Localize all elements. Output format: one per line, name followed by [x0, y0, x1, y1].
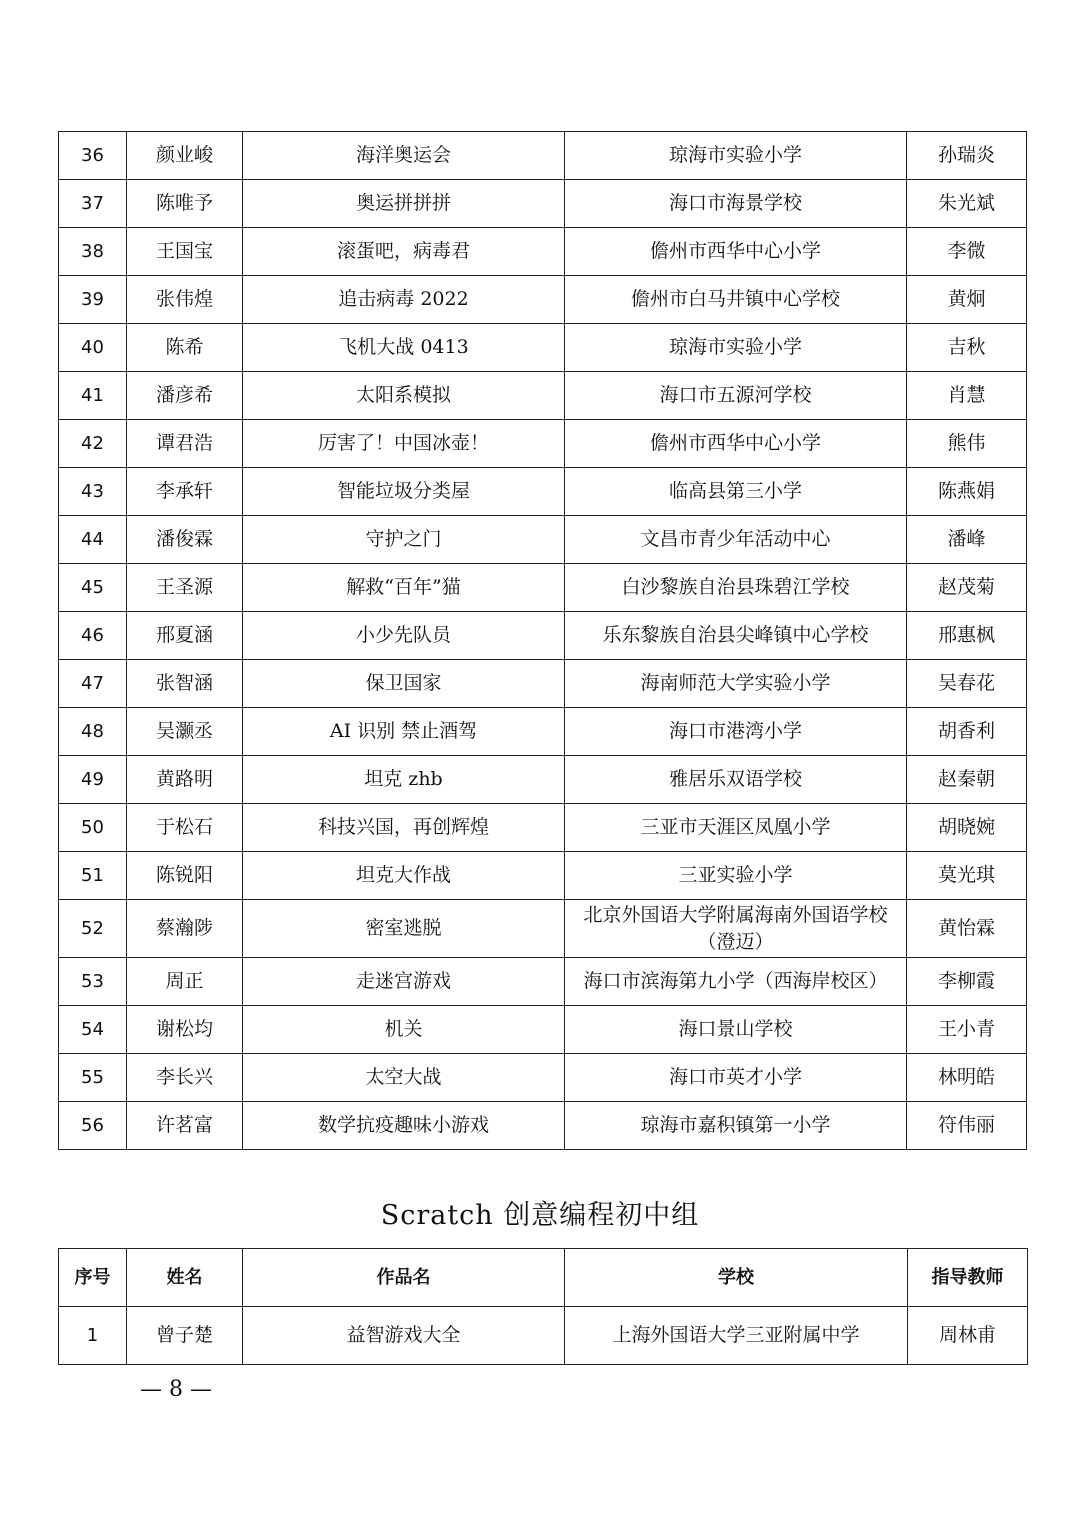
cell-teacher: 黄怡霖 — [907, 900, 1027, 958]
header-school: 学校 — [565, 1249, 908, 1307]
cell-school: 儋州市西华中心小学 — [565, 420, 907, 468]
cell-school: 白沙黎族自治县珠碧江学校 — [565, 564, 907, 612]
cell-teacher: 邢惠枫 — [907, 612, 1027, 660]
cell-work: 解救“百年”猫 — [243, 564, 565, 612]
cell-name: 王圣源 — [127, 564, 243, 612]
cell-school: 儋州市西华中心小学 — [565, 228, 907, 276]
cell-name: 许茗富 — [127, 1102, 243, 1150]
cell-teacher: 符伟丽 — [907, 1102, 1027, 1150]
cell-name: 蔡瀚陟 — [127, 900, 243, 958]
cell-school: 三亚实验小学 — [565, 852, 907, 900]
cell-no: 1 — [59, 1307, 127, 1365]
table-row — [59, 612, 1027, 660]
cell-teacher: 黄炯 — [907, 276, 1027, 324]
cell-work: 厉害了！中国冰壶！ — [243, 420, 565, 468]
cell-teacher: 潘峰 — [907, 516, 1027, 564]
cell-teacher: 孙瑞炎 — [907, 132, 1027, 180]
table-row — [59, 1102, 1027, 1150]
table-row — [59, 180, 1027, 228]
cell-work: 机关 — [243, 1006, 565, 1054]
cell-school: 文昌市青少年活动中心 — [565, 516, 907, 564]
cell-name: 谭君浩 — [127, 420, 243, 468]
cell-teacher: 周林甫 — [908, 1307, 1028, 1365]
table-row — [59, 564, 1027, 612]
cell-work: 科技兴国，再创辉煌 — [243, 804, 565, 852]
cell-name: 邢夏涵 — [127, 612, 243, 660]
cell-name: 李长兴 — [127, 1054, 243, 1102]
award-table-junior-high — [58, 1248, 1028, 1365]
cell-work: 小少先队员 — [243, 612, 565, 660]
cell-no: 44 — [59, 516, 127, 564]
section-title: Scratch 创意编程初中组 — [380, 1200, 700, 1231]
cell-no: 42 — [59, 420, 127, 468]
cell-school: 三亚市天涯区凤凰小学 — [565, 804, 907, 852]
table-row — [59, 1006, 1027, 1054]
cell-no: 54 — [59, 1006, 127, 1054]
cell-no: 38 — [59, 228, 127, 276]
cell-teacher: 吴春花 — [907, 660, 1027, 708]
cell-teacher: 熊伟 — [907, 420, 1027, 468]
cell-school: 海口市海景学校 — [565, 180, 907, 228]
award-table-body — [59, 1307, 1028, 1365]
table-row — [59, 372, 1027, 420]
cell-school: 雅居乐双语学校 — [565, 756, 907, 804]
cell-teacher: 吉秋 — [907, 324, 1027, 372]
cell-school: 海口市英才小学 — [565, 1054, 907, 1102]
cell-work: 追击病毒 2022 — [243, 276, 565, 324]
cell-teacher: 李柳霞 — [907, 958, 1027, 1006]
cell-name: 王国宝 — [127, 228, 243, 276]
cell-name: 潘俊霖 — [127, 516, 243, 564]
cell-no: 39 — [59, 276, 127, 324]
cell-teacher: 朱光斌 — [907, 180, 1027, 228]
cell-work: 智能垃圾分类屋 — [243, 468, 565, 516]
cell-teacher: 肖慧 — [907, 372, 1027, 420]
table-row — [59, 852, 1027, 900]
table-row — [59, 660, 1027, 708]
cell-work: 保卫国家 — [243, 660, 565, 708]
cell-no: 55 — [59, 1054, 127, 1102]
cell-name: 陈希 — [127, 324, 243, 372]
cell-name: 吴灏丞 — [127, 708, 243, 756]
cell-school: 儋州市白马井镇中心学校 — [565, 276, 907, 324]
cell-no: 53 — [59, 958, 127, 1006]
cell-no: 49 — [59, 756, 127, 804]
table-row — [59, 420, 1027, 468]
cell-school: 临高县第三小学 — [565, 468, 907, 516]
cell-work: 太阳系模拟 — [243, 372, 565, 420]
table-row — [59, 276, 1027, 324]
header-work: 作品名 — [243, 1249, 565, 1307]
award-table-primary — [58, 131, 1027, 1150]
cell-no: 56 — [59, 1102, 127, 1150]
cell-no: 51 — [59, 852, 127, 900]
table-header-row — [59, 1249, 1028, 1307]
table-row — [59, 468, 1027, 516]
cell-name: 谢松均 — [127, 1006, 243, 1054]
cell-teacher: 李微 — [907, 228, 1027, 276]
cell-no: 48 — [59, 708, 127, 756]
table-row — [59, 958, 1027, 1006]
cell-school: 上海外国语大学三亚附属中学 — [565, 1307, 908, 1365]
cell-name: 曾子楚 — [127, 1307, 243, 1365]
cell-no: 41 — [59, 372, 127, 420]
cell-name: 潘彦希 — [127, 372, 243, 420]
cell-work: 坦克大作战 — [243, 852, 565, 900]
table-row — [59, 324, 1027, 372]
cell-work: 密室逃脱 — [243, 900, 565, 958]
cell-work: 坦克 zhb — [243, 756, 565, 804]
cell-teacher: 赵茂菊 — [907, 564, 1027, 612]
cell-name: 张智涵 — [127, 660, 243, 708]
cell-work: AI 识别 禁止酒驾 — [243, 708, 565, 756]
cell-no: 40 — [59, 324, 127, 372]
header-name: 姓名 — [127, 1249, 243, 1307]
table-row — [59, 132, 1027, 180]
cell-teacher: 王小青 — [907, 1006, 1027, 1054]
cell-teacher: 陈燕娟 — [907, 468, 1027, 516]
cell-teacher: 胡香利 — [907, 708, 1027, 756]
header-teacher: 指导教师 — [908, 1249, 1028, 1307]
cell-name: 颜业峻 — [127, 132, 243, 180]
table-row — [59, 1054, 1027, 1102]
cell-name: 于松石 — [127, 804, 243, 852]
cell-school: 海口景山学校 — [565, 1006, 907, 1054]
table-row — [59, 804, 1027, 852]
page-number: — 8 — — [140, 1377, 212, 1402]
cell-name: 陈锐阳 — [127, 852, 243, 900]
cell-teacher: 林明皓 — [907, 1054, 1027, 1102]
cell-no: 52 — [59, 900, 127, 958]
cell-school: 海口市港湾小学 — [565, 708, 907, 756]
cell-no: 50 — [59, 804, 127, 852]
cell-work: 海洋奥运会 — [243, 132, 565, 180]
cell-work: 数学抗疫趣味小游戏 — [243, 1102, 565, 1150]
cell-school: 琼海市嘉积镇第一小学 — [565, 1102, 907, 1150]
cell-no: 36 — [59, 132, 127, 180]
table-row — [59, 516, 1027, 564]
cell-school: 琼海市实验小学 — [565, 132, 907, 180]
table-row — [59, 708, 1027, 756]
cell-no: 46 — [59, 612, 127, 660]
cell-school: 琼海市实验小学 — [565, 324, 907, 372]
table-row — [59, 228, 1027, 276]
cell-work: 走迷宫游戏 — [243, 958, 565, 1006]
cell-work: 滚蛋吧，病毒君 — [243, 228, 565, 276]
cell-work: 飞机大战 0413 — [243, 324, 565, 372]
cell-teacher: 胡晓婉 — [907, 804, 1027, 852]
cell-school: 乐东黎族自治县尖峰镇中心学校 — [565, 612, 907, 660]
table-row — [59, 756, 1027, 804]
cell-no: 37 — [59, 180, 127, 228]
cell-no: 47 — [59, 660, 127, 708]
cell-name: 周正 — [127, 958, 243, 1006]
cell-work: 守护之门 — [243, 516, 565, 564]
table-row — [59, 1307, 1028, 1365]
cell-name: 陈唯予 — [127, 180, 243, 228]
cell-work: 益智游戏大全 — [243, 1307, 565, 1365]
cell-no: 43 — [59, 468, 127, 516]
cell-school: 海口市滨海第九小学（西海岸校区） — [565, 958, 907, 1006]
cell-name: 张伟煌 — [127, 276, 243, 324]
cell-name: 黄路明 — [127, 756, 243, 804]
cell-school: 海南师范大学实验小学 — [565, 660, 907, 708]
cell-name: 李承轩 — [127, 468, 243, 516]
cell-school: 海口市五源河学校 — [565, 372, 907, 420]
cell-school: 北京外国语大学附属海南外国语学校（澄迈） — [565, 900, 907, 958]
cell-work: 太空大战 — [243, 1054, 565, 1102]
cell-teacher: 赵秦朝 — [907, 756, 1027, 804]
cell-work: 奥运拼拼拼 — [243, 180, 565, 228]
cell-no: 45 — [59, 564, 127, 612]
table-row — [59, 900, 1027, 958]
cell-teacher: 莫光琪 — [907, 852, 1027, 900]
award-table-body — [59, 132, 1027, 1150]
header-no: 序号 — [59, 1249, 127, 1307]
